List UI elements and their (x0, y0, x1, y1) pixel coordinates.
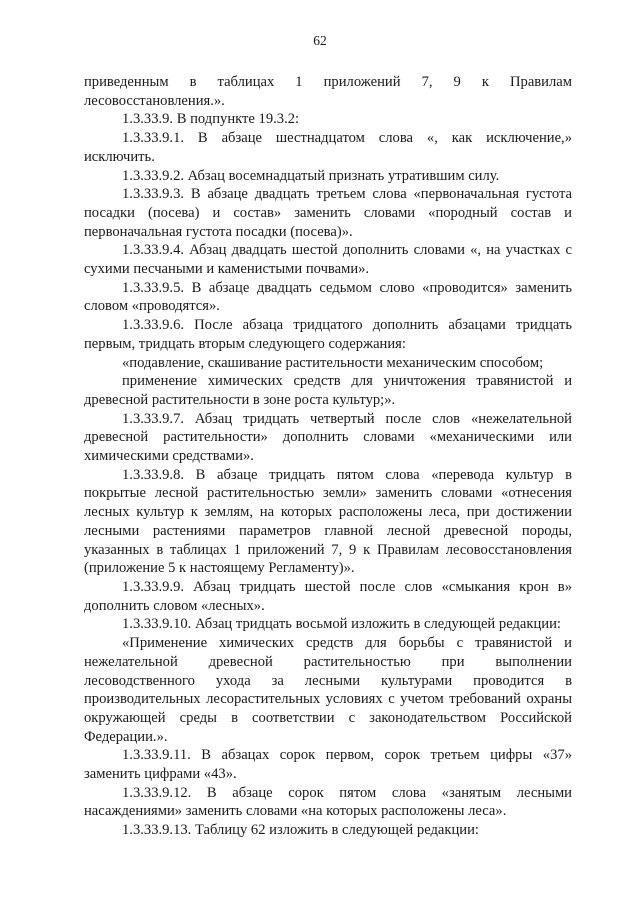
paragraph: 1.3.33.9.4. Абзац двадцать шестой дополнить словами «, на участках с сухими песчаными и каменистыми почвами». (84, 242, 572, 278)
paragraph: 1.3.33.9.13. Таблицу 62 изложить в следующей редакции: (122, 822, 479, 839)
paragraph: применение химических средств для уничтожения травянистой и древесной растительности в зоне роста культур;». (84, 373, 572, 408)
paragraph-continuation: приведенным в таблицах 1 приложений 7, 9 к Правилам лесовосстановления.». (84, 74, 572, 109)
paragraph: 1.3.33.9. В подпункте 19.3.2: (122, 111, 300, 128)
paragraph: 1.3.33.9.10. Абзац тридцать восьмой изложить в следующей редакции: (122, 616, 561, 633)
paragraph: 1.3.33.9.5. В абзаце двадцать седьмом слово «проводится» заменить словом «проводятся». (84, 279, 572, 315)
paragraph: «Применение химических средств для борьбы с травянистой и нежелательной древесной растительностью при выполнении лесоводственного ухода за лесными культурами проводится в производительных лесорастительных условиях с учетом требований охраны окружающей среды в соответствии с законодательством Российской Федерации.». (84, 635, 572, 745)
paragraph: 1.3.33.9.8. В абзаце тридцать пятом слова «перевода культур в покрытые лесной растительностью земли» заменить словами «отнесения лесных культур к землям, на которых расположены леса, при достижении лесными растениями параметров главной лесной древесной породы, указанных в таблицах 1 приложений 7, 9 к Правилам лесовосстановления (приложение 5 к настоящему Регламенту)». (84, 466, 572, 577)
page-number: 62 (313, 33, 327, 48)
paragraph: 1.3.33.9.2. Абзац восемнадцатый признать утратившим силу. (122, 167, 500, 184)
paragraph: 1.3.33.9.9. Абзац тридцать шестой после слов «смыкания крон в» дополнить словом «лесных». (84, 578, 572, 614)
paragraph: 1.3.33.9.7. Абзац тридцать четвертый после слов «нежелательной древесной растительности» дополнить словами «механическими или химическими средствами». (84, 410, 572, 465)
document-body (84, 73, 572, 840)
paragraph: 1.3.33.9.3. В абзаце двадцать третьем слова «первоначальная густота посадки (посева) и состав» заменить словами «породный состав и первоначальная густота посадки (посева)». (84, 186, 572, 240)
paragraph: 1.3.33.9.6. После абзаца тридцатого дополнить абзацами тридцать первым, тридцать вторым следующего содержания: (84, 317, 572, 352)
paragraph: 1.3.33.9.1. В абзаце шестнадцатом слова «, как исключение,» исключить. (84, 130, 572, 165)
paragraph: 1.3.33.9.11. В абзацах сорок первом, сорок третьем цифры «37» заменить цифрами «43». (84, 747, 572, 783)
paragraph: «подавление, скашивание растительности механическим способом; (122, 354, 544, 371)
paragraph: 1.3.33.9.12. В абзаце сорок пятом слова «занятым лесными насаждениями» заменить словами «на которых расположены леса». (84, 784, 572, 820)
